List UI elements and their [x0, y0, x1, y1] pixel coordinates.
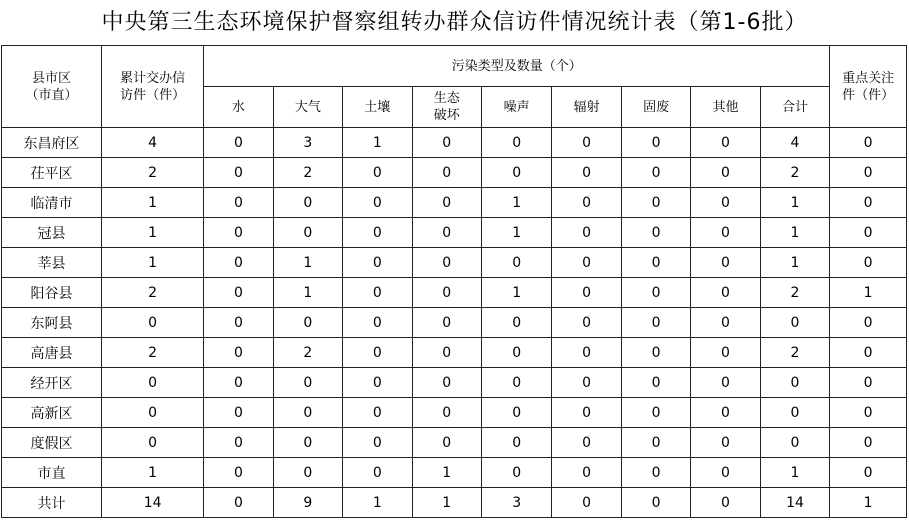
row-name-cell: 高唐县 [2, 338, 102, 368]
table-cell: 0 [412, 158, 481, 188]
table-cell: 0 [621, 128, 690, 158]
table-cell: 0 [621, 338, 690, 368]
table-cell: 1 [343, 488, 412, 518]
table-cell: 0 [481, 248, 551, 278]
table-cell: 0 [552, 218, 621, 248]
table-cell: 0 [760, 308, 830, 338]
table-cell: 0 [760, 398, 830, 428]
table-cell: 0 [204, 188, 273, 218]
table-cell: 0 [621, 308, 690, 338]
table-cell: 0 [481, 158, 551, 188]
table-cell: 0 [343, 248, 412, 278]
table-cell: 1 [760, 218, 830, 248]
table-cell: 1 [412, 458, 481, 488]
table-row [2, 278, 907, 308]
table-cell: 0 [830, 188, 907, 218]
table-cell: 1 [102, 248, 204, 278]
row-name-cell: 共计 [2, 488, 102, 518]
table-row [2, 398, 907, 428]
table-cell: 0 [552, 368, 621, 398]
table-cell: 2 [760, 278, 830, 308]
row-name-cell: 东昌府区 [2, 128, 102, 158]
table-cell: 0 [552, 488, 621, 518]
table-cell: 3 [273, 128, 342, 158]
table-row [2, 368, 907, 398]
table-cell: 0 [830, 338, 907, 368]
table-row [2, 458, 907, 488]
table-cell: 0 [273, 398, 342, 428]
table-cell: 0 [343, 428, 412, 458]
table-row [2, 428, 907, 458]
table-cell: 0 [760, 428, 830, 458]
table-cell: 0 [412, 368, 481, 398]
table-cell: 0 [621, 488, 690, 518]
table-cell: 0 [691, 338, 760, 368]
row-name-cell: 莘县 [2, 248, 102, 278]
table-cell: 0 [412, 278, 481, 308]
table-cell: 0 [552, 128, 621, 158]
table-cell: 0 [552, 278, 621, 308]
table-cell: 0 [691, 128, 760, 158]
header-type-air: 大气 [273, 87, 342, 128]
table-cell: 0 [204, 488, 273, 518]
table-cell: 0 [830, 398, 907, 428]
table-cell: 0 [481, 128, 551, 158]
table-row [2, 188, 907, 218]
table-cell: 14 [102, 488, 204, 518]
table-cell: 0 [412, 248, 481, 278]
table-cell: 1 [830, 278, 907, 308]
header-pollution-group: 污染类型及数量（个） [204, 46, 830, 87]
table-cell: 0 [412, 338, 481, 368]
header-key-cases: 重点关注 件（件） [830, 46, 907, 128]
header-type-solid-waste: 固废 [621, 87, 690, 128]
table-cell: 1 [481, 218, 551, 248]
table-cell: 0 [481, 308, 551, 338]
table-cell: 0 [102, 428, 204, 458]
table-cell: 0 [621, 278, 690, 308]
table-cell: 0 [691, 308, 760, 338]
table-cell: 0 [830, 248, 907, 278]
table-cell: 0 [552, 248, 621, 278]
table-cell: 0 [343, 158, 412, 188]
table-cell: 0 [760, 368, 830, 398]
table-cell: 0 [830, 308, 907, 338]
header-type-water: 水 [204, 87, 273, 128]
table-cell: 0 [552, 338, 621, 368]
table-cell: 0 [691, 368, 760, 398]
table-cell: 0 [204, 368, 273, 398]
table-cell: 0 [691, 188, 760, 218]
table-cell: 2 [102, 338, 204, 368]
table-cell: 0 [412, 128, 481, 158]
table-cell: 0 [204, 218, 273, 248]
table-cell: 0 [412, 188, 481, 218]
table-cell: 3 [481, 488, 551, 518]
table-cell: 1 [273, 248, 342, 278]
table-cell: 1 [481, 188, 551, 218]
table-cell: 0 [691, 458, 760, 488]
table-cell: 0 [621, 458, 690, 488]
table-cell: 1 [343, 128, 412, 158]
table-cell: 0 [204, 458, 273, 488]
table-cell: 0 [102, 308, 204, 338]
table-cell: 2 [760, 338, 830, 368]
row-name-cell: 阳谷县 [2, 278, 102, 308]
table-cell: 0 [204, 278, 273, 308]
table-cell: 2 [102, 278, 204, 308]
header-type-other: 其他 [691, 87, 760, 128]
table-cell: 0 [343, 188, 412, 218]
table-cell: 0 [552, 308, 621, 338]
table-cell: 1 [412, 488, 481, 518]
table-cell: 0 [343, 338, 412, 368]
table-cell: 0 [691, 218, 760, 248]
statistics-table [1, 45, 907, 518]
table-cell: 0 [204, 338, 273, 368]
table-cell: 0 [552, 428, 621, 458]
table-row [2, 218, 907, 248]
header-type-noise: 噪声 [481, 87, 551, 128]
table-cell: 1 [760, 248, 830, 278]
row-name-cell: 东阿县 [2, 308, 102, 338]
table-cell: 0 [412, 218, 481, 248]
table-cell: 0 [691, 488, 760, 518]
table-cell: 0 [830, 128, 907, 158]
table-cell: 0 [481, 398, 551, 428]
header-county: 县市区 （市直） [2, 46, 102, 128]
table-cell: 0 [830, 458, 907, 488]
table-cell: 0 [273, 218, 342, 248]
table-cell: 0 [273, 308, 342, 338]
row-name-cell: 冠县 [2, 218, 102, 248]
table-cell: 0 [481, 428, 551, 458]
row-name-cell: 经开区 [2, 368, 102, 398]
table-cell: 0 [412, 398, 481, 428]
table-cell: 0 [691, 158, 760, 188]
header-type-eco: 生态 破坏 [412, 87, 481, 128]
table-row [2, 128, 907, 158]
table-cell: 0 [273, 428, 342, 458]
table-cell: 0 [204, 308, 273, 338]
table-cell: 2 [273, 338, 342, 368]
table-row [2, 248, 907, 278]
table-row [2, 488, 907, 518]
table-cell: 0 [481, 338, 551, 368]
table-cell: 0 [343, 308, 412, 338]
table-cell: 0 [552, 458, 621, 488]
table-cell: 0 [552, 188, 621, 218]
table-cell: 0 [343, 218, 412, 248]
table-cell: 0 [552, 158, 621, 188]
table-cell: 0 [204, 158, 273, 188]
table-cell: 1 [102, 188, 204, 218]
table-cell: 0 [830, 428, 907, 458]
table-cell: 0 [273, 458, 342, 488]
table-cell: 0 [830, 218, 907, 248]
table-cell: 0 [691, 398, 760, 428]
table-cell: 0 [102, 398, 204, 428]
table-cell: 1 [760, 458, 830, 488]
table-cell: 0 [621, 428, 690, 458]
table-cell: 1 [273, 278, 342, 308]
table-cell: 0 [343, 458, 412, 488]
header-type-radiation: 辐射 [552, 87, 621, 128]
table-row [2, 338, 907, 368]
table-cell: 0 [691, 248, 760, 278]
header-type-total: 合计 [760, 87, 830, 128]
table-cell: 0 [621, 248, 690, 278]
table-cell: 0 [204, 248, 273, 278]
table-cell: 0 [273, 368, 342, 398]
table-cell: 0 [273, 188, 342, 218]
row-name-cell: 茌平区 [2, 158, 102, 188]
table-cell: 9 [273, 488, 342, 518]
table-cell: 0 [343, 398, 412, 428]
row-name-cell: 临清市 [2, 188, 102, 218]
table-cell: 2 [273, 158, 342, 188]
table-cell: 0 [691, 428, 760, 458]
row-name-cell: 市直 [2, 458, 102, 488]
table-cell: 0 [830, 368, 907, 398]
table-cell: 0 [343, 368, 412, 398]
table-cell: 1 [830, 488, 907, 518]
table-cell: 1 [481, 278, 551, 308]
table-cell: 1 [760, 188, 830, 218]
table-cell: 0 [621, 398, 690, 428]
table-cell: 0 [621, 158, 690, 188]
table-cell: 0 [204, 128, 273, 158]
table-cell: 0 [204, 398, 273, 428]
table-cell: 0 [552, 398, 621, 428]
table-cell: 1 [102, 218, 204, 248]
table-cell: 0 [412, 308, 481, 338]
table-row [2, 308, 907, 338]
table-cell: 2 [760, 158, 830, 188]
table-cell: 0 [481, 368, 551, 398]
table-cell: 0 [102, 368, 204, 398]
table-cell: 1 [102, 458, 204, 488]
table-cell: 0 [621, 188, 690, 218]
table-cell: 0 [481, 458, 551, 488]
header-total-cases: 累计交办信 访件（件） [102, 46, 204, 128]
table-cell: 4 [760, 128, 830, 158]
row-name-cell: 高新区 [2, 398, 102, 428]
header-type-soil: 土壤 [343, 87, 412, 128]
page-title: 中央第三生态环境保护督察组转办群众信访件情况统计表（第1-6批） [101, 10, 808, 35]
table-cell: 2 [102, 158, 204, 188]
table-cell: 0 [621, 368, 690, 398]
table-cell: 0 [830, 158, 907, 188]
table-row [2, 158, 907, 188]
table-cell: 4 [102, 128, 204, 158]
table-cell: 14 [760, 488, 830, 518]
table-cell: 0 [691, 278, 760, 308]
table-cell: 0 [204, 428, 273, 458]
table-cell: 0 [621, 218, 690, 248]
row-name-cell: 度假区 [2, 428, 102, 458]
table-cell: 0 [412, 428, 481, 458]
table-cell: 0 [343, 278, 412, 308]
